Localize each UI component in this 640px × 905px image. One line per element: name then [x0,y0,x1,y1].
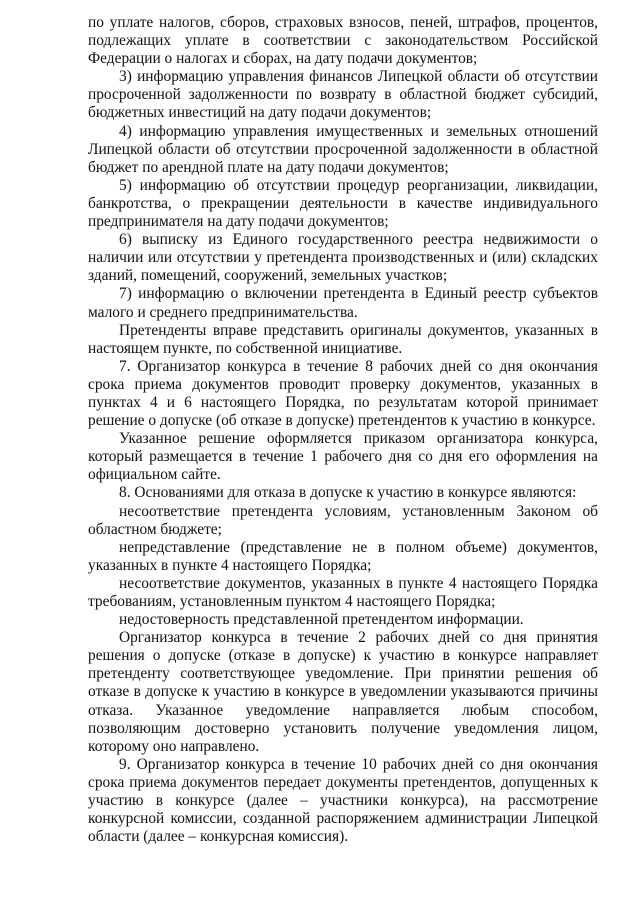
paragraph-item-6: 6) выписку из Единого государственного реестра недвижимости о наличии или отсутствии у претендента производственных и (или) складских зданий, помещений, сооружений, земельных участков; [88,231,598,285]
paragraph-item-4: 4) информацию управления имущественных и земельных отношений Липецкой области об отсутствии просроченной задолженности в областной бюджет по арендной плате на дату подачи документов; [88,122,598,176]
paragraph-refusal-reason-2: непредставление (представление не в полном объеме) документов, указанных в пункте 4 настоящего Порядка; [88,538,598,574]
paragraph-refusal-reason-1: несоответствие претендента условиям, установленным Законом об областном бюджете; [88,502,598,538]
paragraph-refusal-reason-4: недостоверность представленной претендентом информации. [119,611,524,629]
paragraph-clause-9: 9. Организатор конкурса в течение 10 рабочих дней со дня окончания срока приема документов передает документы претендентов, допущенных к участию в конкурсе (далее – участники конкурса), на рассмотрение конкурсной комиссии, созданной распоряжением администрации Липецкой области (далее – конкурсная комиссия). [88,755,598,846]
paragraph-refusal-reason-3: несоответствие документов, указанных в пункте 4 настоящего Порядка требованиям, установленным пунктом 4 настоящего Порядка; [88,574,598,610]
paragraph-notification: Организатор конкурса в течение 2 рабочих дней со дня принятия решения о допуске (отказе в допуске) к участию в конкурсе направляет претенденту соответствующее уведомление. При принятии решения об отказе в допуске к участию в конкурсе в уведомлении указываются причины отказа. Указанное уведомление направляется любым способом, позволяющим достоверно установить получение уведомления лицом, которому оно направлено. [88,629,598,755]
paragraph-item-3: 3) информацию управления финансов Липецкой области об отсутствии просроченной задолженности по возврату в областной бюджет субсидий, бюджетных инвестиций на дату подачи документов; [88,68,598,122]
paragraph-clause-7: 7. Организатор конкурса в течение 8 рабочих дней со дня окончания срока приема документов проводит проверку документов, указанных в пунктах 4 и 6 настоящего Порядка, по результатам которой принимает решение о допуске (об отказе в допуске) претендентов к участию в конкурсе. [88,357,598,430]
paragraph-item-5: 5) информацию об отсутствии процедур реорганизации, ликвидации, банкротства, о прекращении деятельности в качестве индивидуального предпринимателя на дату подачи документов; [88,176,598,231]
paragraph-own-initiative: Претенденты вправе представить оригиналы документов, указанных в настоящем пункте, по собственной инициативе. [88,321,598,357]
paragraph-decision-order: Указанное решение оформляется приказом организатора конкурса, который размещается в течение 1 рабочего дня со дня его оформления на официальном сайте. [88,430,598,484]
paragraph-continuation: по уплате налогов, сборов, страховых взносов, пеней, штрафов, процентов, подлежащих уплате в соответствии с законодательством Российской Федерации о налогах и сборах, на дату подачи документов; [88,14,598,68]
paragraph-item-7: 7) информацию о включении претендента в Единый реестр субъектов малого и среднего предпринимательства. [88,285,598,321]
document-page [88,14,598,846]
paragraph-clause-8: 8. Основаниями для отказа в допуске к участию в конкурсе являются: [119,484,577,502]
